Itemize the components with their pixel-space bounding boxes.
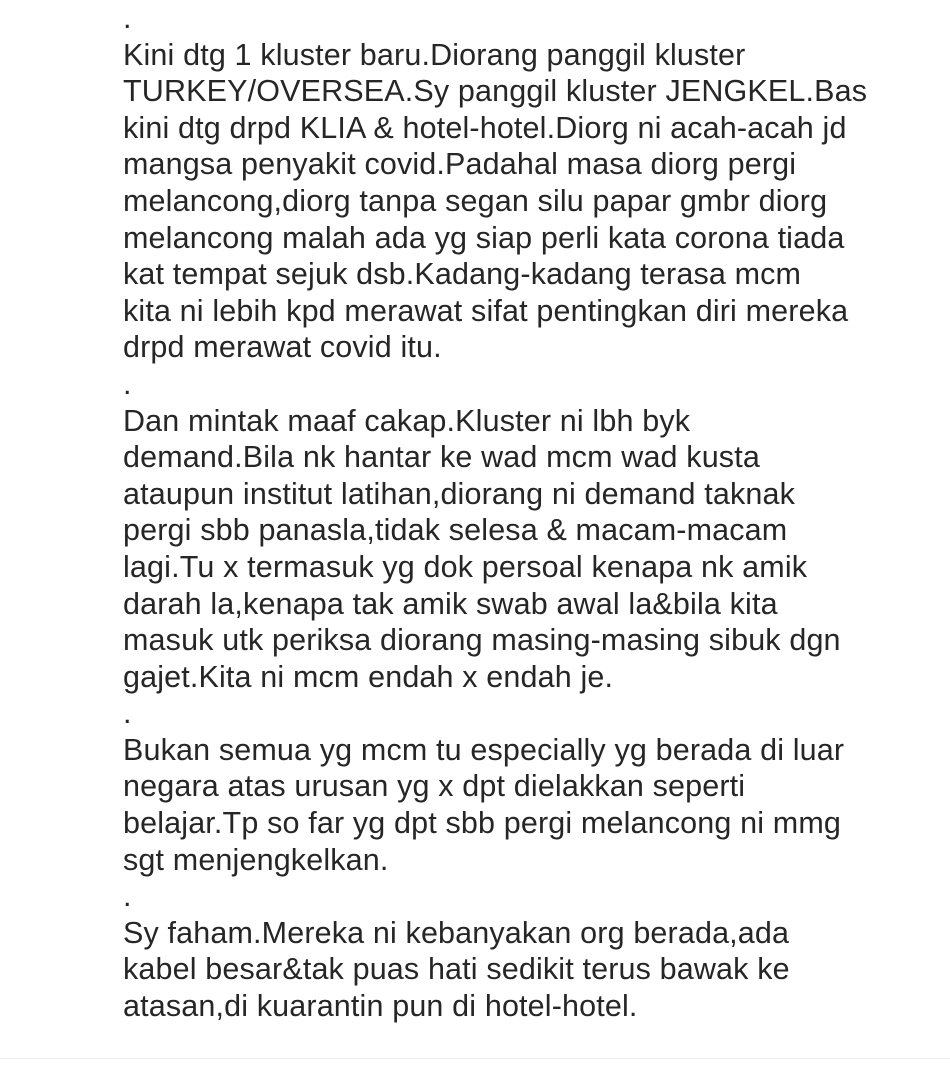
paragraph-separator-dot: .: [123, 879, 132, 914]
paragraph-2: Dan mintak maaf cakap.Kluster ni lbh byk demand.Bila nk hantar ke wad mcm wad kusta ataupun institut latihan,diorang ni demand taknak pergi sbb panasla,tidak selesa & macam-macam lagi.Tu x termasuk yg dok persoal kenapa nk amik darah la,kenapa tak amik swab awal la&bila kita masuk utk periksa diorang masing-masing sibuk dgn gajet.Kita ni mcm endah x endah je.: [123, 403, 841, 694]
paragraph-separator-dot: .: [123, 366, 132, 401]
paragraph-separator-dot: .: [123, 1, 132, 35]
bottom-divider: [0, 1058, 950, 1059]
paragraph-separator-dot: .: [123, 696, 132, 731]
post-caption-text: [123, 0, 933, 1025]
paragraph-3: Bukan semua yg mcm tu especially yg berada di luar negara atas urusan yg x dpt dielakkan seperti belajar.Tp so far yg dpt sbb pergi melancong ni mmg sgt menjengkelkan.: [123, 732, 845, 877]
paragraph-1: Kini dtg 1 kluster baru.Diorang panggil kluster TURKEY/OVERSEA.Sy panggil kluster JENGKEL.Bas kini dtg drpd KLIA & hotel-hotel.Diorg ni acah-acah jd mangsa penyakit covid.Padahal masa diorg pergi melancong,diorg tanpa segan silu papar gmbr diorg melancong malah ada yg siap perli kata corona tiada kat tempat sejuk dsb.Kadang-kadang terasa mcm kita ni lebih kpd merawat sifat pentingkan diri mereka drpd merawat covid itu.: [123, 37, 868, 365]
paragraph-4: Sy faham.Mereka ni kebanyakan org berada,ada kabel besar&tak puas hati sedikit terus bawak ke atasan,di kuarantin pun di hotel-hotel.: [123, 915, 790, 1024]
